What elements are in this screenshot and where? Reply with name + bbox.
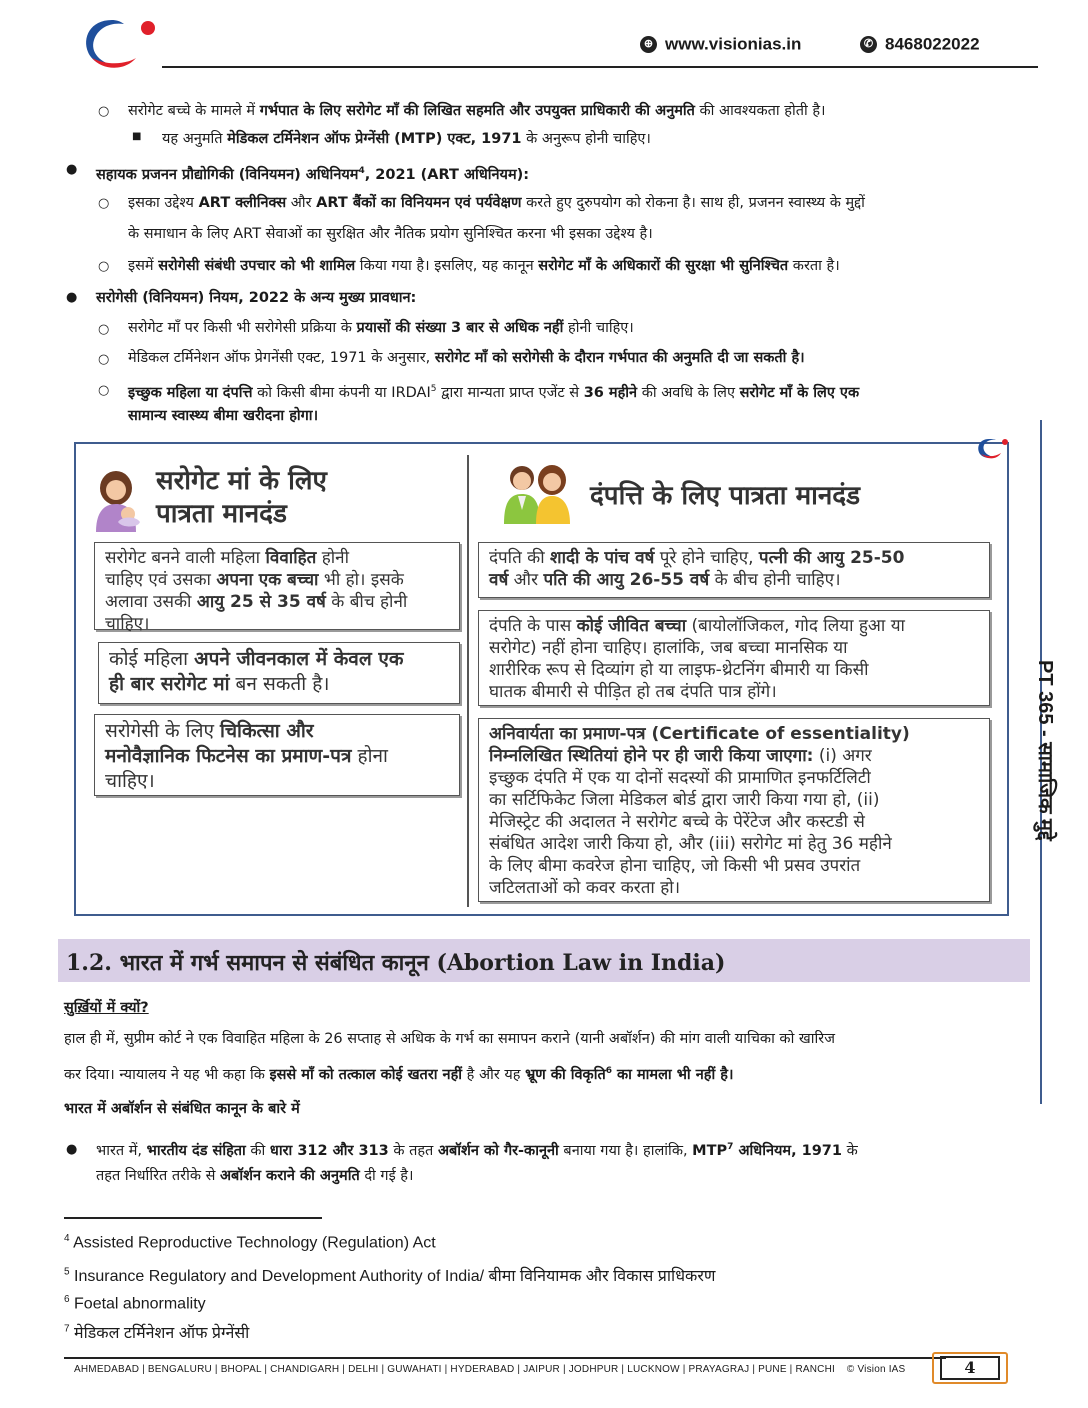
body-line-10: इच्छुक महिला या दंपत्ति को किसी बीमा कंपनी या IRDAI$^5$ द्वारा मान्यता प्राप्त एजेंट से 36 महीने की अवधि के लिए सरोगेट माँ के लिए एक [128,384,860,401]
footnote-divider [64,1217,322,1219]
phone-number[interactable]: ✆ 8468022022 [860,34,980,55]
footnote-6: $^6$ Foetal abnormality [64,1294,206,1313]
law-heading: भारत में अबॉर्शन से संबंधित कानून के बारे में [64,1101,300,1117]
infographic-divider [467,455,469,907]
bullet-circle: ○ [98,259,110,274]
body-line-11: सामान्य स्वास्थ्य बीमा खरीदना होगा। [128,408,319,424]
right-criteria-box-3: अनिवार्यता का प्रमाण-पत्र (Certificate of essentiality) निम्नलिखित स्थितियां होने पर ही जारी किया जाएगा: (i) अगर इच्छुक दंपति में एक या दोनों सदस्यों की प्रामाणित इनफर्टिलिटी का सर्टिफिकेट जिला मेडिकल बोर्ड द्वारा जारी किया गया हो, (ii) मेजिस्ट्रेट की अदालत ने सरोगेट बच्चे के पेरेंटेज और कस्टडी से संबंधित आदेश जारी किया हो, और (iii) सरोगेट मां हेतु 36 महीने के लिए बीमा कवरेज होना चाहिए, जो किसी भी प्रसव उपरांत जटिलताओं को कवर करता हो। [478,718,990,902]
couple-icon [500,462,576,524]
bullet-dot: ● [66,162,78,177]
body-line-7: सरोगेसी (विनियमन) नियम, 2022 के अन्य मुख्य प्रावधान: [96,290,417,306]
left-panel-title: सरोगेट मां के लिए पात्रता मानदंड [156,466,327,529]
bullet-dot: ● [66,1142,78,1157]
news-paragraph-line-2: कर दिया। न्यायालय ने यह भी कहा कि इससे माँ को तत्काल कोई खतरा नहीं है और यह भ्रूण की विकृति$^6$ का मामला भी नहीं है। [64,1066,734,1083]
body-line-4: इसका उद्देश्य ART क्लीनिक्स और ART बैंकों का विनियमन एवं पर्यवेक्षण करते हुए दुरुपयोग को रोकना है। साथ ही, प्रजनन स्वास्थ्य के मुद्दों [128,195,865,211]
bullet-circle: ○ [98,383,110,398]
left-criteria-box-2: कोई महिला अपने जीवनकाल में केवल एक ही बार सरोगेट मां बन सकती है। [98,642,460,704]
body-line-2: यह अनुमति मेडिकल टर्मिनेशन ऑफ प्रेग्नेंसी (MTP) एक्ट, 1971 के अनुरूप होनी चाहिए। [162,131,651,147]
bullet-circle: ○ [98,104,110,119]
section-title: 1.2. भारत में गर्भ समापन से संबंधित कानून (Abortion Law in India) [66,950,726,976]
footnote-4: $^4$ Assisted Reproductive Technology (Regulation) Act [64,1233,436,1252]
header-divider [162,66,1038,68]
phone-icon: ✆ [860,36,877,53]
infographic-logo [975,436,1011,460]
page-number: 4 [940,1356,1000,1380]
body-line-5: के समाधान के लिए ART सेवाओं का सुरक्षित और नैतिक प्रयोग सुनिश्चित करना भी इसका उद्देश्य है। [128,226,653,242]
body-line-6: इसमें सरोगेसी संबंधी उपचार को भी शामिल किया गया है। इसलिए, यह कानून सरोगेट माँ के अधिकारों की सुरक्षा भी सुनिश्चित करता है। [128,258,840,274]
body-line-8: सरोगेट माँ पर किसी भी सरोगेसी प्रक्रिया के प्रयासों की संख्या 3 बार से अधिक नहीं होनी चाहिए। [128,320,634,336]
body-line-3: सहायक प्रजनन प्रौद्योगिकी (विनियमन) अधिनियम$^4$, 2021 (ART अधिनियम): [96,166,530,183]
footnote-7: $^7$ मेडिकल टर्मिनेशन ऑफ प्रेग्नेंसी [64,1323,250,1342]
left-criteria-box-3: सरोगेसी के लिए चिकित्सा और मनोवैज्ञानिक फिटनेस का प्रमाण-पत्र होना चाहिए। [94,714,460,796]
right-panel-title: दंपत्ति के लिए पात्रता मानदंड [590,481,861,511]
vision-ias-logo [78,14,160,74]
bullet-dot: ● [66,290,78,305]
footer-cities: AHMEDABAD | BENGALURU | BHOPAL | CHANDIGARH | DELHI | GUWAHATI | HYDERABAD | JAIPUR | JODHPUR | LUCKNOW | PRAYAGRAJ | PUNE | RANCHI © Vision IAS [74,1364,906,1375]
body-line-1: सरोगेट बच्चे के मामले में गर्भपात के लिए सरोगेट माँ की लिखित सहमति और उपयुक्त प्राधिकारी की अनुमति की आवश्यकता होती है। [128,103,826,119]
left-criteria-box-1: सरोगेट बनने वाली महिला विवाहित होनी चाहिए एवं उसका अपना एक बच्चा भी हो। इसके अलावा उसकी आयु 25 से 35 वर्ष के बीच होनी चाहिए। [94,542,460,630]
website-link[interactable]: ⊕ www.visionias.in [640,34,801,55]
bullet-circle: ○ [98,352,110,367]
bullet-square: ■ [132,131,142,142]
right-criteria-box-1: दंपति की शादी के पांच वर्ष पूरे होने चाहिए, पत्नी की आयु 25-50 वर्ष और पति की आयु 26-55 वर्ष के बीच होनी चाहिए। [478,542,990,598]
why-in-news-heading: सुर्ख़ियों में क्यों? [64,1000,149,1016]
mother-baby-icon [90,470,146,532]
bullet-circle: ○ [98,196,110,211]
law-bullet-line-2: तहत निर्धारित तरीके से अबॉर्शन कराने की अनुमति दी गई है। [96,1168,414,1184]
bullet-circle: ○ [98,322,110,337]
globe-icon: ⊕ [640,36,657,53]
footer-divider [64,1357,946,1359]
footnote-5: $^5$ Insurance Regulatory and Development Authority of India/ बीमा विनियामक और विकास प्राधिकरण [64,1266,716,1285]
body-line-9: मेडिकल टर्मिनेशन ऑफ प्रेगनेंसी एक्ट, 1971 के अनुसार, सरोगेट माँ को सरोगेसी के दौरान गर्भपात की अनुमति दी जा सकती है। [128,350,805,366]
right-criteria-box-2: दंपति के पास कोई जीवित बच्चा (बायोलॉजिकल, गोद लिया हुआ या सरोगेट) नहीं होना चाहिए। हालांकि, जब बच्चा मानसिक या शारीरिक रूप से दिव्यांग हो या लाइफ-थ्रेटनिंग बीमारी या किसी घातक बीमारी से पीड़ित हो तब दंपति पात्र होंगे। [478,610,990,706]
news-paragraph-line-1: हाल ही में, सुप्रीम कोर्ट ने एक विवाहित महिला के 26 सप्ताह से अधिक के गर्भ का समापन कराने (यानी अबॉर्शन) की मांग वाली याचिका को खारिज [64,1031,835,1047]
law-bullet-line-1: भारत में, भारतीय दंड संहिता की धारा 312 और 313 के तहत अबॉर्शन को गैर-कानूनी बनाया गया है। हालांकि, MTP$^7$ अधिनियम, 1971 के [96,1142,858,1159]
sidebar-label: PT 365 - सामाजिक मुद्दे [1034,660,1056,841]
